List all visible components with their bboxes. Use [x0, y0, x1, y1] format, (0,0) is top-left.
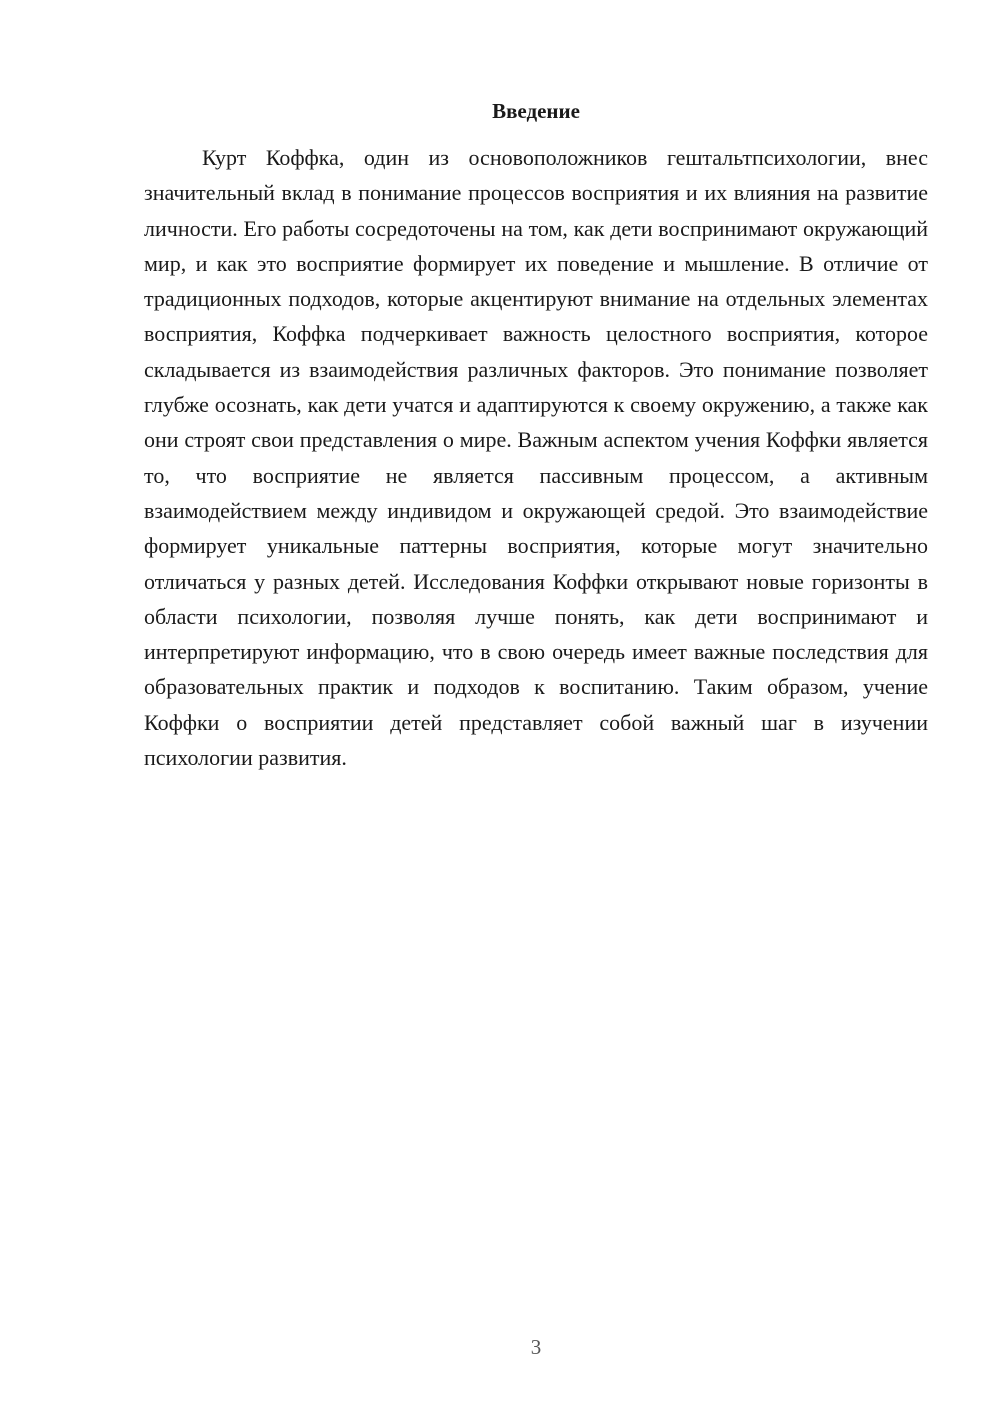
body-paragraph: Курт Коффка, один из основоположников гештальтпсихологии, внес значительный вклад в понимание процессов восприятия и их влияния на развитие личности. Его работы сосредоточены на том, как дети воспринимают окружающий мир, и как это восприятие формирует их поведение и мышление. В отличие от традиционных подходов, которые акцентируют внимание на отдельных элементах восприятия, Коффка подчеркивает важность целостного восприятия, которое складывается из взаимодействия различных факторов. Это понимание позволяет глубже осознать, как дети учатся и адаптируются к своему окружению, а также как они строят свои представления о мире. Важным аспектом учения Коффки является то, что восприятие не является пассивным процессом, а активным взаимодействием между индивидом и окружающей средой. Это взаимодействие формирует уникальные паттерны восприятия, которые могут значительно отличаться у разных детей. Исследования Коффки открывают новые горизонты в области психологии, позволяя лучше понять, как дети воспринимают и интерпретируют информацию, что в свою очередь имеет важные последствия для образовательных практик и подходов к воспитанию. Таким образом, учение Коффки о восприятии детей представляет собой важный шаг в изучении психологии развития. [144, 145, 928, 771]
page-number: 3 [530, 1335, 542, 1359]
section-heading: Введение [492, 99, 580, 123]
